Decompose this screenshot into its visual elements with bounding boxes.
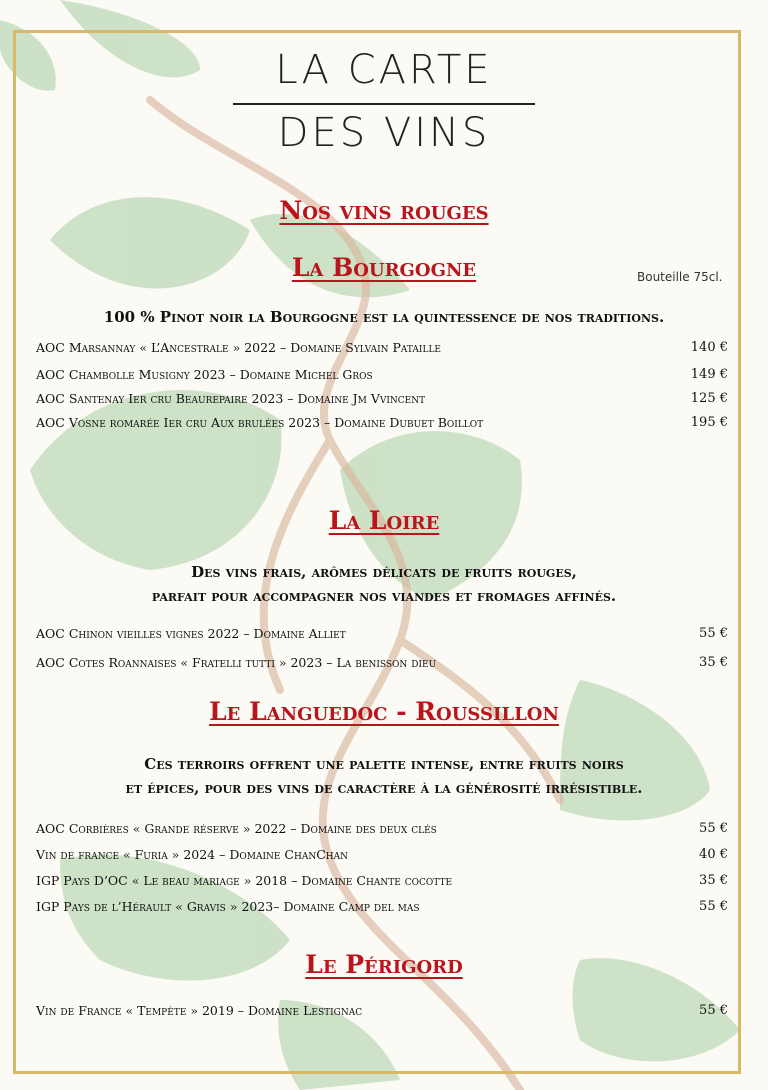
wine-price: 55 € (699, 899, 728, 914)
main-heading: Nos vins rouges (279, 196, 489, 225)
wine-price: 40 € (699, 847, 728, 862)
section-heading-bourgogne: La Bourgogne (291, 253, 477, 282)
title-divider (233, 103, 535, 105)
section-intro: parfait pour accompagner nos viandes et fromages affinés. (151, 587, 617, 605)
wine-price: 140 € (690, 340, 728, 355)
wine-price: 195 € (690, 415, 728, 430)
page-title-line1: LA CARTE (275, 47, 493, 93)
section-heading-loire: La Loire (328, 506, 440, 535)
bottle-size-note: Bouteille 75cl. (637, 270, 723, 284)
section-intro: Ces terroirs offrent une palette intense, entre fruits noirs (144, 755, 624, 773)
wine-price: 55 € (699, 626, 728, 641)
wine-name: IGP Pays D’OC « Le beau mariage » 2018 – Domaine Chante cocotte (36, 873, 453, 888)
section-intro: Des vins frais, arômes délicats de fruits rouges, (191, 563, 577, 581)
wine-price: 35 € (699, 655, 728, 670)
wine-name: Vin de France « Tempète » 2019 – Domaine Lestignac (36, 1003, 363, 1018)
wine-price: 125 € (690, 391, 728, 406)
section-heading-perigord: Le Périgord (305, 950, 463, 979)
wine-price: 149 € (690, 367, 728, 382)
wine-name: AOC Santenay Ier cru Beaurepaire 2023 – Domaine Jm Vvincent (36, 391, 426, 406)
wine-name: AOC Cotes Roannaises « Fratelli tutti » 2023 – La benisson dieu (36, 655, 437, 670)
wine-name: AOC Corbières « Grande réserve » 2022 – Domaine des deux clés (36, 821, 437, 836)
section-heading-languedoc-roussillon: Le Languedoc - Roussillon (209, 697, 559, 726)
wine-price: 35 € (699, 873, 728, 888)
wine-name: IGP Pays de l’Hérault « Gravis » 2023– Domaine Camp del mas (36, 899, 420, 914)
wine-price: 55 € (699, 1003, 728, 1018)
section-intro: 100 % Pinot noir la Bourgogne est la quintessence de nos traditions. (103, 308, 665, 326)
wine-name: Vin de france « Furia » 2024 – Domaine ChanChan (36, 847, 348, 862)
wine-name: AOC Marsannay « L’Ancestrale » 2022 – Domaine Sylvain Pataille (36, 340, 442, 355)
wine-name: AOC Vosne romarée Ier cru Aux brulées 2023 – Domaine Dubuet Boillot (36, 415, 484, 430)
wine-price: 55 € (699, 821, 728, 836)
section-intro: et épices, pour des vins de caractère à la générosité irrésistible. (125, 779, 643, 797)
wine-name: AOC Chinon vieilles vignes 2022 – Domaine Alliet (36, 626, 346, 641)
page-title-line2: DES VINS (277, 110, 491, 156)
wine-name: AOC Chambolle Musigny 2023 – Domaine Michel Gros (36, 367, 373, 382)
